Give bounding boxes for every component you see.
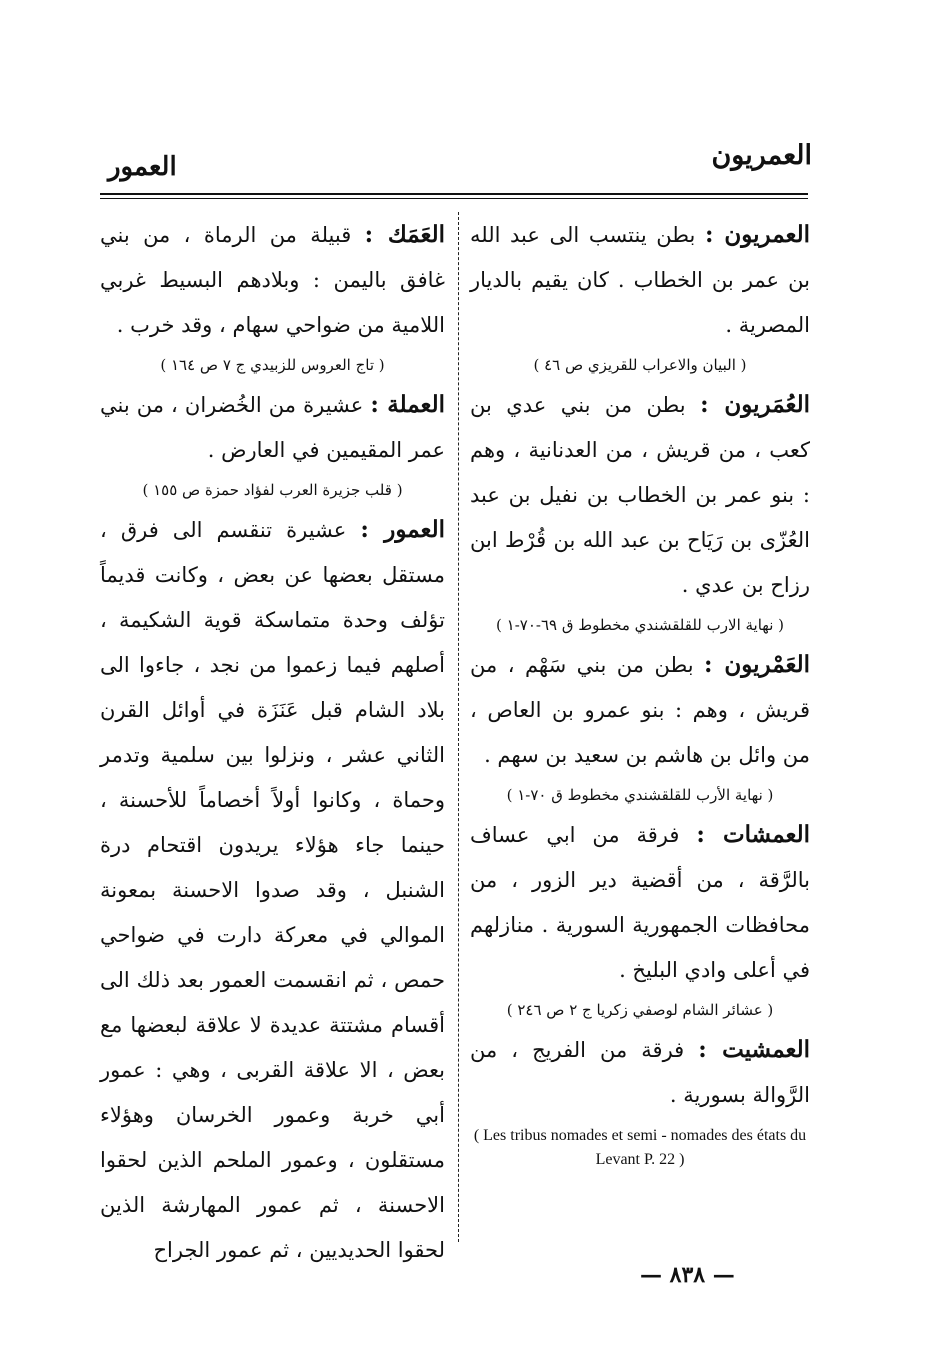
entry [100, 382, 445, 473]
entry-source: ( البيان والاعراب للقريزي ص ٤٦ ) [533, 356, 747, 374]
entry-text: قبيلة من الرماة ، من بني غافق باليمن : وبلادهم البسيط غربي اللامية من ضواحي سهام ، وقد خرب . [100, 223, 445, 337]
entry-term: العملة : [370, 391, 445, 418]
column-divider [458, 212, 459, 1242]
header-rule-thin [100, 198, 808, 199]
latin-source: ( Les tribus nomades et semi - nomades des états du Levant P. 22 ) [473, 1127, 807, 1168]
left-column [100, 212, 445, 1273]
entry-text: عشيرة تنقسم الى فرق ، مستقل بعضها عن بعض ، وكانت قديماً تؤلف وحدة متماسكة قوية الشكيمة ، أصلهم فيما زعموا من نجد ، جاءوا الى بلاد الشام قبل عَنَزَة في أوائل القرن الثاني عشر ، ونزلوا بين سلمية وتدمر وحماة ، وكانوا أولاً أخصاماً للأحسنة ، حينما جاء هؤلاء يريدون اقتحام درة الشنبل ، وقد صدوا الاحسنة بمعونة الموالي في معركة دارت في ضواحي حمص ، ثم انقسمت العمور بعد ذلك الى أقسام مشتتة عديدة لا علاقة لبعضها مع بعض ، الا علاقة القربى ، وهي : عمور أبي خربة وعمور الخرسان وهؤلاء مستقلون ، وعمور الملحم الذين لحقوا الاحسنة ، ثم عمور المهارشة الذين لحقوا الحديديين ، ثم عمور الجراح [100, 518, 445, 1262]
entry [470, 1027, 810, 1118]
entry-source: ( عشائر الشام لوصفي زكريا ج ٢ ص ٢٤٦ ) [506, 1001, 774, 1019]
entry-text: فرقة من ابي عساف بالرَّقة ، من أقضية دير الزور ، من محافظات الجمهورية السورية . منازلهم في أعلى وادي البليخ . [470, 823, 810, 982]
entry [470, 382, 810, 608]
entry-source: ( قلب جزيرة العرب لفؤاد حمزة ص ١٥٥ ) [142, 481, 403, 499]
entry-text: بطن من بني سَهْم ، من قريش ، وهم : بنو عمرو بن العاص ، من وائل بن هاشم بن سعيد بن سهم . [470, 653, 810, 767]
entry-text: عشيرة من الخُضران ، من بني عمر المقيمين في العارض . [100, 393, 445, 462]
entry-term: العَمْريون : [704, 651, 810, 678]
entry-source: ( تاج العروس للزبيدي ج ٧ ص ١٦٤ ) [160, 356, 385, 374]
entry [100, 507, 445, 1273]
entry-term: العمريون : [704, 221, 810, 248]
entry-text: بطن ينتسب الى عبد الله بن عمر بن الخطاب . كان يقيم بالديار المصرية . [470, 223, 810, 337]
right-column [470, 212, 810, 1172]
entry-text: بطن من بني عدي بن كعب ، من قريش ، من العدنانية ، وهم : بنو عمر بن الخطاب بن نفيل بن عبد العُزّى بن رَيَاح بن عبد الله بن قُرْط ابن رزاح بن عدي . [470, 393, 810, 597]
entry [470, 212, 810, 348]
entry [470, 812, 810, 993]
entry [100, 212, 445, 348]
entry-text: فرقة من الفريج ، من الرَّوالة بسورية . [470, 1038, 810, 1107]
entry-source: ( نهاية الارب للقلقشندي مخطوط ق ٦٩-٧٠-١ ) [496, 616, 784, 634]
entry-term: العمشيت : [698, 1036, 810, 1063]
entry [470, 642, 810, 778]
entry-term: العمور : [360, 516, 446, 543]
running-header-left: العمور [108, 152, 177, 182]
entry-term: العَمَك : [364, 221, 446, 248]
entry-source: ( نهاية الأرب للقلقشندي مخطوط ق ٧٠-١ ) [506, 786, 774, 804]
header-rule [100, 193, 808, 195]
entry-term: العمشات : [696, 821, 810, 848]
running-header-right: العمريون [711, 140, 812, 171]
entry-term: العُمَريون : [700, 391, 810, 418]
page-number: — ٨٣٨ — [640, 1262, 735, 1288]
